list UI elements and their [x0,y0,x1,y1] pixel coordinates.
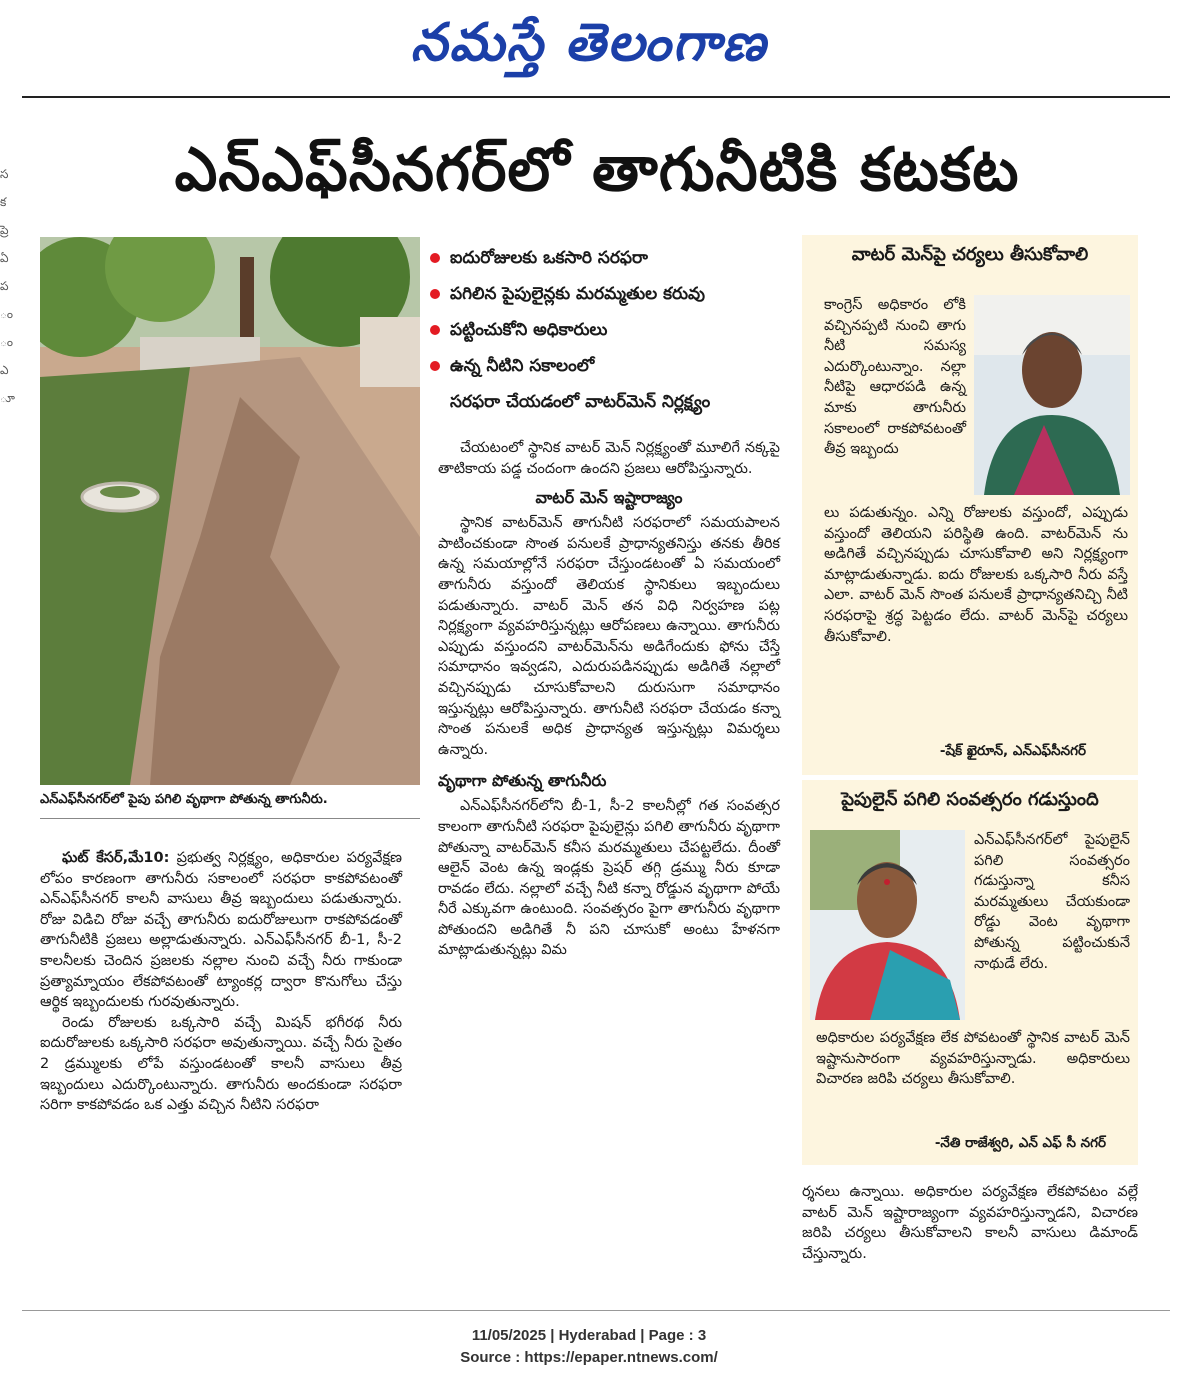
subhead-waterman: వాటర్ మెన్ ఇష్టారాజ్యం [535,488,683,508]
bullet-continuation: సరఫరా చేయడంలో వాటర్‌మెన్ నిర్లక్ష్యం [450,392,711,412]
masthead-logo: నమస్తే తెలంగాణ [410,12,768,73]
bullet-text: ఉన్న నీటిని సకాలంలో [450,356,595,376]
woman-portrait-1 [974,295,1130,495]
margin-fragment: స [0,167,9,181]
footer-source-link[interactable]: Source : https://epaper.ntnews.com/ [460,1349,718,1366]
story-column-2 [438,438,780,961]
bullet-item [430,348,800,384]
quote-box-2-text-beside: ఎన్ఎఫ్‌సీనగర్‌లో పైపులైన్ పగిలి సంవత్సరం గడుస్తున్నా కనీస మరమ్మతులు చేయకుండా రోడ్డు వెంట వృథాగా పోతున్న పట్టించుకునే నాథుడే లేరు. [974,832,1130,972]
margin-fragment: ఏ [0,251,9,265]
margin-fragment: ం [0,335,14,349]
bullet-item [430,240,800,276]
road-photo [40,237,420,785]
margin-fragment: ప [0,279,9,293]
margin-fragments [0,160,14,412]
quote-box-1-heading: వాటర్ మెన్‌పై చర్యలు తీసుకోవాలి [851,244,1089,265]
woman-portrait-2 [810,830,965,1020]
dateline: ఘట్ కేసర్,మే10: [62,850,170,866]
bullet-text: పట్టించుకోని అధికారులు [450,320,608,340]
subhead-wasted-water: వృథాగా పోతున్న తాగునీరు [438,771,607,791]
bullet-dot-icon [430,253,440,263]
quote-box-2-text: అధికారుల పర్యవేక్షణ లేక పోవటంతో స్థానిక వాటర్ మెన్ ఇష్టానుసారంగా వ్యవహరిస్తున్నాడు. అధికారులు విచారణ జరిపి చర్యలు తీసుకోవాలి. [816,1030,1130,1088]
page-headline: ఎన్‌ఎఫ్‌సీనగర్‌లో తాగునీటికి కటకట [174,135,1020,205]
margin-fragment: ప్రె [0,223,9,237]
caption-rule [40,818,420,819]
bullet-text: పగిలిన పైపులైన్లకు మరమ్మతుల కరువు [450,284,705,304]
margin-fragment: ూ [0,391,15,405]
quote-box-1 [802,235,1138,775]
quote-box-1-credit: -షేక్ ఖైరూన్, ఎన్ఎఫ్‌సీనగర్ [939,743,1086,759]
margin-fragment: క [0,195,7,209]
story-para-1-text: ప్రభుత్వ నిర్లక్ష్యం, అధికారుల పర్యవేక్షణ లోపం కారణంగా తాగునీరు సకాలంలో సరఫరా కాకపోవటంతో ఎన్ఎఫ్‌సీనగర్ కాలనీ వాసులు తీవ్ర ఇబ్బందులు పడుతున్నారు. రోజు విడిచి రోజు వచ్చే తాగునీరు ఐదురోజులుగా రాకపోవడంతో తాగునీటికి ప్రజలు అల్లాడుతున్నారు. ఎన్ఎఫ్‌సీనగర్ బీ-1, సీ-2 కాలనీలకు చెందిన ప్రజలకు నల్లాల నుంచి వచ్చే నీరు గాకుండా ప్రత్యామ్నాయం లేకపోవటంతో ట్యాంకర్ల ద్వారా కొనుగోలు చేస్తు ఆర్థిక ఇబ్బందులకు గురవుతున్నారు. [40,850,403,1011]
quote-box-1-text-beside: కాంగ్రెస్ అధికారం లోకి వచ్చినప్పటి నుంచి తాగు నీటి సమస్య ఎదుర్కొంటున్నాం. నల్లా నీటిపై ఆధారపడి ఉన్న మాకు తాగునీరు సకాలంలో రాకపోవటంతో తీవ్ర ఇబ్బందు [824,297,966,458]
photo-caption: ఎన్ఎఫ్‌సీనగర్‌లో పైపు పగిలి వృథాగా పోతున్న తాగునీరు. [40,792,328,807]
footer-rule [22,1310,1170,1311]
page-footer [0,1325,1178,1369]
margin-fragment: ఎ [0,363,9,377]
quote-box-2 [802,780,1138,1165]
quote-box-2-heading: పైపులైన్ పగిలి సంవత్సరం గడుస్తుంది [841,789,1099,810]
story-para-4: స్థానిక వాటర్‌మెన్ తాగునీటి సరఫరాలో సమయపాలన పాటించకుండా సొంత పనులకే ప్రాధాన్యతనిస్తు తనకు తీరిక ఉన్న సమయాల్లోనే సరఫరా చేస్తుండటంతో ఏ సమయంలో తాగునీరు వస్తుందో తెలియక స్థానికులు ఇబ్బందులు పడుతున్నారు. వాటర్ మెన్ తన విధి నిర్వహణ పట్ల నిర్లక్ష్యంగా వ్యవహరిస్తున్నట్లు ఆరోపణలు ఉన్నాయి. తాగునీరు ఎప్పుడు వస్తుందని వాటర్‌మెన్‌ను అడిగేందుకు ఫోను చేస్తే సమాధానం ఇవ్వడని, ఎదురుపడినప్పుడు అడిగితే నల్లాలో వచ్చినప్పుడు చూసుకోవాలని దురుసుగా సమాధానం ఇస్తున్నట్లు ఆరోపిస్తున్నారు. తాగునీటి సరఫరా చేయడం కన్నా సొంత పనులకే అధిక ప్రాధాన్యత ఇస్తున్నట్లు విమర్శలు ఉన్నారు. [438,515,780,758]
bullet-dot-icon [430,325,440,335]
quote-box-1-text: లు పడుతున్నం. ఎన్ని రోజులకు వస్తుందో, ఎప్పుడు వస్తుందో తెలియని పరిస్థితి ఉంది. వాటర్‌మెన్ ను అడిగితే వచ్చినప్పుడు చూసుకోవాలి అని నిర్లక్ష్యంగా మాట్లాడుతున్నాడు. ఐదు రోజులకు ఒక్కసారి నీరు వస్తే ఎలా. వాటర్ మెన్ సొంత పనులకే ప్రాధాన్యతనిచ్చి నీటి సరఫరాపై శ్రద్ధ పెట్టడం లేదు. వాటర్ మెన్‌పై చర్యలు తీసుకోవాలి. [824,505,1128,645]
story-para-3: చేయటంలో స్థానిక వాటర్ మెన్ నిర్లక్ష్యంతో మూలిగే నక్కపై తాటికాయ పడ్డ చందంగా ఉందని ప్రజలు ఆరోపిస్తున్నారు. [438,440,780,477]
story-para-2: రెండు రోజులకు ఒక్కసారి వచ్చే మిషన్ భగీరథ నీరు ఐదురోజులకు ఒక్కసారి సరఫరా అవుతున్నాయి. వచ్చే నీరు సైతం 2 డ్రమ్ములకు లోపే వస్తుండటంతో కాలనీ వాసులు తీవ్ర ఇబ్బందులు ఎదుర్కొంటున్నారు. తాగునీరు అందకుండా సరఫరా సరిగా కాకపోవడం ఒక ఎత్తు వచ్చిన నీటిని సరఫరా [40,1014,402,1114]
quote-box-2-credit: -నేతి రాజేశ్వరి, ఎన్ ఎఫ్ సీ నగర్ [934,1135,1106,1151]
bullet-dot-icon [430,289,440,299]
margin-fragment: ం [0,307,14,321]
footer-date-line: 11/05/2025 | Hyderabad | Page : 3 [471,1327,707,1344]
bullet-text: ఐదురోజులకు ఒకసారి సరఫరా [450,248,648,268]
story-column-3: ర్శనలు ఉన్నాయి. అధికారుల పర్యవేక్షణ లేకపోవటం వల్లే వాటర్ మెన్ ఇష్టారాజ్యంగా వ్యవహరిస్తున్నాడని, విచారణ జరిపి చర్యలు తీసుకోవాలని కాలనీ వాసులు డిమాండ్ చేస్తున్నారు. [802,1184,1138,1262]
story-column-1 [40,848,402,1116]
story-para-5: ఎన్ఎఫ్‌సీనగర్‌లోని బీ-1, సీ-2 కాలనీల్లో గత సంవత్సర కాలంగా తాగునీటి సరఫరా పైపులైన్లు పగిలి తాగునీరు వృథాగా పోతున్నా వాటర్‌మెన్ కనీస మరమ్మతులు చేపట్టలేదు. దీంతో ఆలైన్ వెంట ఉన్న ఇండ్లకు ప్రెషర్ తగ్గి డ్రమ్ము నీరు కూడా రావడం లేదు. నల్లాలో వచ్చే నీటి కన్నా రోడ్డున వృథాగా పోయే నీరే ఎక్కువగా ఉంటుంది. సంవత్సరం పైగా తాగునీరు వృథాగా పోతుందని అడిగితే నీ పని చూసుకో అంటు హేళనగా మాట్లాడుతున్నట్లు విమ [438,798,780,959]
masthead-rule [22,96,1170,98]
highlight-bullets [430,240,800,420]
bullet-item [430,312,800,348]
story-para-1 [40,848,402,1013]
bullet-item [430,276,800,312]
bullet-dot-icon [430,361,440,371]
